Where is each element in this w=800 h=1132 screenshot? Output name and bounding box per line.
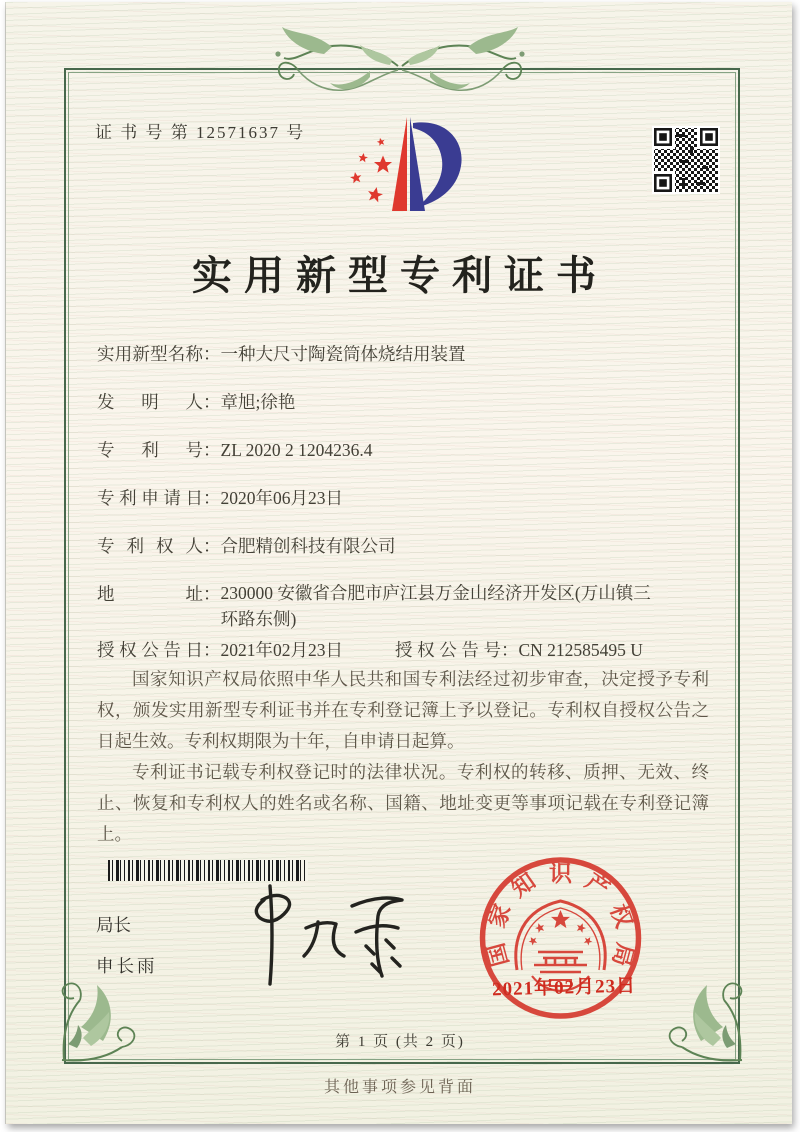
field-value: 合肥精创科技有限公司: [220, 536, 396, 556]
field-row-name: [97, 340, 717, 369]
cnipa-logo-icon: [330, 110, 470, 218]
seal-char: 权: [605, 900, 637, 932]
field-label: 实用新型名称: [97, 344, 203, 364]
director-block: [96, 912, 158, 978]
field-label: 发明人: [97, 392, 203, 412]
field-label: 授权公告日: [97, 640, 203, 660]
director-title: 局长: [96, 915, 131, 935]
field-label: 授权公告号: [395, 640, 501, 660]
grant-number-pair: [395, 636, 643, 665]
seal-char: 国: [483, 940, 514, 970]
page-number: 第 1 页 (共 2 页): [335, 1034, 465, 1050]
grant-date-value: 2021年02月23日: [220, 640, 343, 660]
field-value: 2020年06月23日: [220, 488, 343, 508]
field-row-patent-no: [97, 436, 717, 465]
field-label: 专利申请日: [97, 488, 203, 508]
director-name: 申长雨: [96, 956, 158, 976]
seal-date: 2021年02月23日: [491, 975, 637, 1001]
qr-code: [652, 126, 720, 194]
seal-char: 识: [549, 861, 572, 886]
legal-paragraph-1: 国家知识产权局依照中华人民共和国专利法经过初步审查，决定授予专利权，颁发实用新型专利证书并在专利登记簿上予以登记。专利权自授权公告之日起生效。专利权期限为十年，自申请日起算。: [97, 669, 709, 751]
field-value: ZL 2020 2 1204236.4: [220, 440, 373, 460]
colon: ：: [203, 392, 221, 412]
field-row-grant: [97, 636, 717, 665]
field-value: 230000 安徽省合肥市庐江县万金山经济开发区(万山镇三环路东侧): [220, 583, 651, 629]
footer-note: 其他事项参见背面: [323, 1079, 476, 1096]
field-value: 一种大尺寸陶瓷筒体烧结用装置: [220, 344, 466, 364]
seal-char: 知: [506, 868, 541, 903]
legal-text: [97, 664, 709, 850]
field-label: 地址: [97, 584, 203, 604]
field-label: 专利权人: [97, 536, 203, 556]
field-row-filing-date: [97, 484, 717, 513]
field-value: 章旭;徐艳: [220, 392, 296, 412]
field-row-address: [97, 580, 717, 632]
field-row-inventor: [97, 388, 717, 417]
colon: ：: [203, 440, 221, 460]
seal-char: 家: [484, 900, 516, 932]
barcode: [108, 860, 308, 881]
director-signature-icon: [222, 880, 422, 995]
colon: ：: [203, 344, 221, 364]
grant-number-value: CN 212585495 U: [518, 640, 643, 660]
seal-char: 产: [580, 868, 615, 903]
seal-char: 局: [607, 940, 638, 970]
field-label: 专利号: [97, 440, 203, 460]
colon: ：: [203, 640, 221, 660]
colon: ：: [203, 536, 221, 556]
colon: ：: [203, 584, 221, 604]
field-list: [97, 340, 717, 665]
field-row-patentee: [97, 532, 717, 561]
official-seal: [470, 848, 651, 1029]
colon: ：: [501, 640, 519, 660]
legal-paragraph-2: 专利证书记载专利权登记时的法律状况。专利权的转移、质押、无效、终止、恢复和专利权人的姓名或名称、国籍、地址变更等事项记载在专利登记簿上。: [97, 762, 709, 844]
certificate-title: 实用新型专利证书: [192, 253, 608, 298]
certificate-number: 证 书 号 第 12571637 号: [95, 123, 306, 142]
colon: ：: [203, 488, 221, 508]
